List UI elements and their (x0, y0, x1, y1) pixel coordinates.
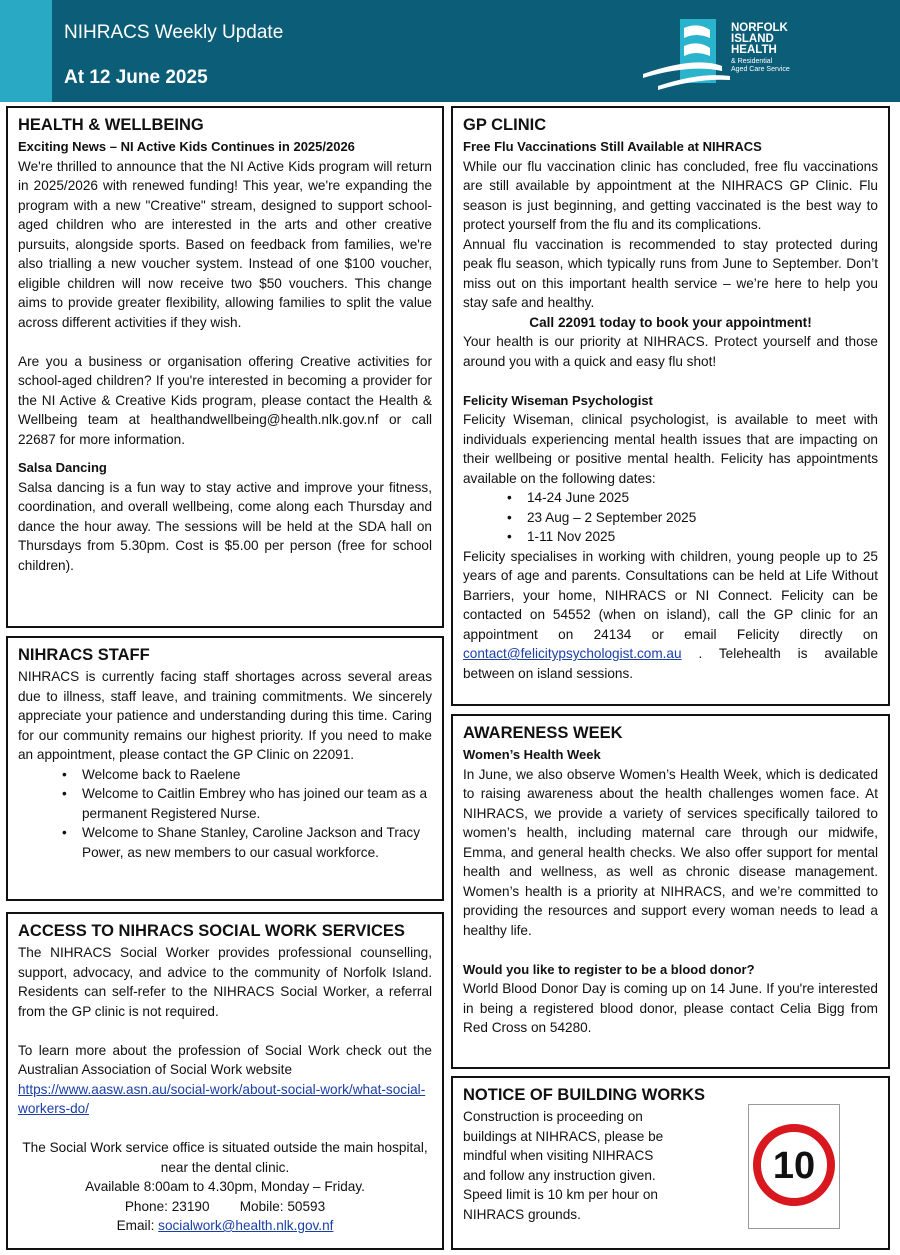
article-subheading: Exciting News – NI Active Kids Continues in 2025/2026 (18, 139, 355, 154)
awareness-week-section (451, 714, 890, 1069)
psychologist-contact-text: Felicity specialises in working with children, young people up to 25 years of age and parents. Consultations can be held at Life Without Barriers, your home, NIHRACS or NI Connect. Felicity can be contacted on 54552 (when on island), call the GP clinic for an appointment on 24134 or email Felicity directly on (463, 548, 878, 642)
section-title: HEALTH & WELLBEING (18, 116, 204, 134)
office-hours: Available 8:00am to 4.30pm, Monday – Friday. (85, 1179, 365, 1194)
speed-limit-value: 10 (772, 1145, 816, 1187)
section-title: NIHRACS STAFF (18, 646, 150, 664)
gp-clinic-section (451, 106, 890, 706)
article-paragraph: Salsa dancing is a fun way to stay active and improve your fitness, coordination, and overall wellbeing, come along each Thursday and dance the hour away. The sessions will be held at the SDA hall on Thursdays from 5.30pm. Cost is $5.00 per person (free for school children). (18, 479, 432, 573)
nihracs-logo-icon (640, 14, 820, 94)
text-line: buildings at NIHRACS, please be (463, 1128, 664, 1144)
aasw-link[interactable]: https://www.aasw.asn.au/social-work/about-social-work/what-social-workers-do/ (18, 1081, 426, 1116)
article-paragraph: Are you a business or organisation offering Creative activities for school-aged children? If you're interested in becoming a provider for the NI Active & Creative Kids program, please contact the Health & Wellbeing team at healthandwellbeing@health.nlk.gov.nf or call 22687 for more information. (18, 353, 432, 447)
newsletter-title: NIHRACS Weekly Update (64, 22, 284, 43)
logo-wordmark (731, 23, 788, 56)
logo-line: ISLAND (731, 33, 774, 45)
newsletter-header (0, 0, 900, 102)
article-subheading: Would you like to register to be a blood donor? (463, 961, 755, 977)
social-work-section (6, 912, 444, 1250)
office-phone: Phone: 23190 Mobile: 50593 (124, 1198, 326, 1214)
article-paragraph: While our flu vaccination clinic has concluded, free flu vaccinations are still available by appointment at the NIHRACS GP Clinic. Flu season is just beginning, and getting vaccinated is the best way to protect yourself from the flu and its complications. (463, 158, 878, 232)
sign-ring (753, 1124, 835, 1206)
logo-line: HEALTH (731, 44, 777, 56)
office-email (18, 1216, 432, 1236)
list-item: • 23 Aug – 2 September 2025 (507, 508, 878, 528)
text-line: mindful when visiting NIHRACS (463, 1148, 654, 1163)
text-line: Speed limit is 10 km per hour on (463, 1187, 658, 1202)
article-paragraph: In June, we also observe Women’s Health Week, which is dedicated to raising awareness about the health challenges women face. At NIHRACS, we provide a variety of services specifically tailored to women’s health, including maternal care through our midwife, Emma, and general health checks. We also offer support for mental health and wellness, as well as chronic disease management. Women’s health is a priority at NIHRACS, and we’re committed to providing the resources and support every woman needs to lead a healthy life. (463, 766, 878, 938)
health-wellbeing-section (6, 106, 444, 628)
email-label: Email: (116, 1218, 155, 1233)
building-works-section (451, 1076, 890, 1250)
article-paragraph: Your health is our priority at NIHRACS. Protect yourself and those around you with a quick and easy flu shot! (463, 334, 878, 369)
article-subheading: Salsa Dancing (18, 460, 107, 475)
section-title: ACCESS TO NIHRACS SOCIAL WORK SERVICES (18, 922, 405, 940)
staff-welcome-list (18, 765, 432, 863)
logo-sub-line: & Residential (731, 58, 773, 65)
article-paragraph: World Blood Donor Day is coming up on 14 June. If you're interested in being a registered blood donor, please contact Celia Bigg from Red Cross on 54280. (463, 981, 878, 1035)
article-paragraph: Felicity Wiseman, clinical psychologist, is available to meet with individuals experiencing mental health issues that are impacting on their wellbeing or positive mental health. Felicity has appointments available on the following dates: (463, 412, 878, 486)
article-paragraph: The NIHRACS Social Worker provides professional counselling, support, advocacy, and advice to the community of Norfolk Island. Residents can self-refer to the NIHRACS Social Worker, a referral from the GP clinic is not required. (18, 945, 432, 1019)
logo-line: NORFOLK (731, 22, 788, 34)
psychologist-dates-list (463, 488, 878, 547)
article-subheading: Free Flu Vaccinations Still Available at NIHRACS (463, 139, 762, 154)
article-paragraph: NIHRACS is currently facing staff shortages across several areas due to illness, staff leave, and training commitments. We sincerely appreciate your patience and understanding during this time. Caring for our community remains our highest priority. If you need to make an appointment, please contact the GP Clinic on 22091. (18, 669, 432, 762)
article-paragraph: We're thrilled to announce that the NI Active Kids program will return in 2025/2026 with renewed funding! This year, we're expanding the program with a new "Creative" stream, designed to support school-aged children who are interested in the arts and other creative pursuits, alongside sports. Based on feedback from families, we're also trialling a new voucher system. Instead of one $100 voucher, eligible children will now receive two $50 vouchers. This change aims to provide greater flexibility, allowing families to split the value across different activities if they wish. (18, 158, 432, 330)
speed-limit-sign-icon (748, 1104, 840, 1229)
list-item: • Welcome to Shane Stanley, Caroline Jackson and Tracy Power, as new members to our casual workforce. (62, 823, 432, 862)
logo-sub-line: Aged Care Service (731, 66, 790, 73)
text-line: Construction is proceeding on (463, 1109, 643, 1124)
article-paragraph (463, 547, 878, 684)
section-title: GP CLINIC (463, 116, 547, 134)
article-paragraph: To learn more about the profession of Social Work check out the Australian Association of Social Work website (18, 1042, 432, 1077)
article-subheading: Felicity Wiseman Psychologist (463, 392, 653, 408)
article-paragraph: Annual flu vaccination is recommended to stay protected during peak flu season, which typically runs from June to September. Don’t miss out on this important health service – we’re here to help you stay safe and healthy. (463, 236, 878, 310)
list-item: • 1-11 Nov 2025 (507, 527, 878, 547)
header-accent-stripe (0, 0, 52, 102)
section-title: NOTICE OF BUILDING WORKS (463, 1086, 705, 1104)
call-to-action: Call 22091 today to book your appointment! (529, 314, 812, 330)
logo-subtitle (731, 58, 790, 74)
newsletter-date: At 12 June 2025 (64, 67, 208, 88)
list-item: • Welcome to Caitlin Embrey who has joined our team as a permanent Registered Nurse. (62, 784, 432, 823)
list-item: • Welcome back to Raelene (62, 765, 432, 785)
section-title: AWARENESS WEEK (463, 724, 623, 742)
office-location: The Social Work service office is situated outside the main hospital, near the dental clinic. (22, 1140, 428, 1175)
psychologist-email-link[interactable]: contact@felicitypsychologist.com.au (463, 646, 682, 661)
article-subheading: Women’s Health Week (463, 747, 601, 762)
socialwork-email-link[interactable]: socialwork@health.nlk.gov.nf (158, 1218, 334, 1233)
text-line: NIHRACS grounds. (463, 1206, 581, 1222)
psychologist-contact-end: . Telehealth is available between on island sessions. (463, 646, 879, 681)
list-item: • 14-24 June 2025 (507, 488, 878, 508)
staff-section (6, 636, 444, 901)
text-line: and follow any instruction given. (463, 1167, 656, 1183)
